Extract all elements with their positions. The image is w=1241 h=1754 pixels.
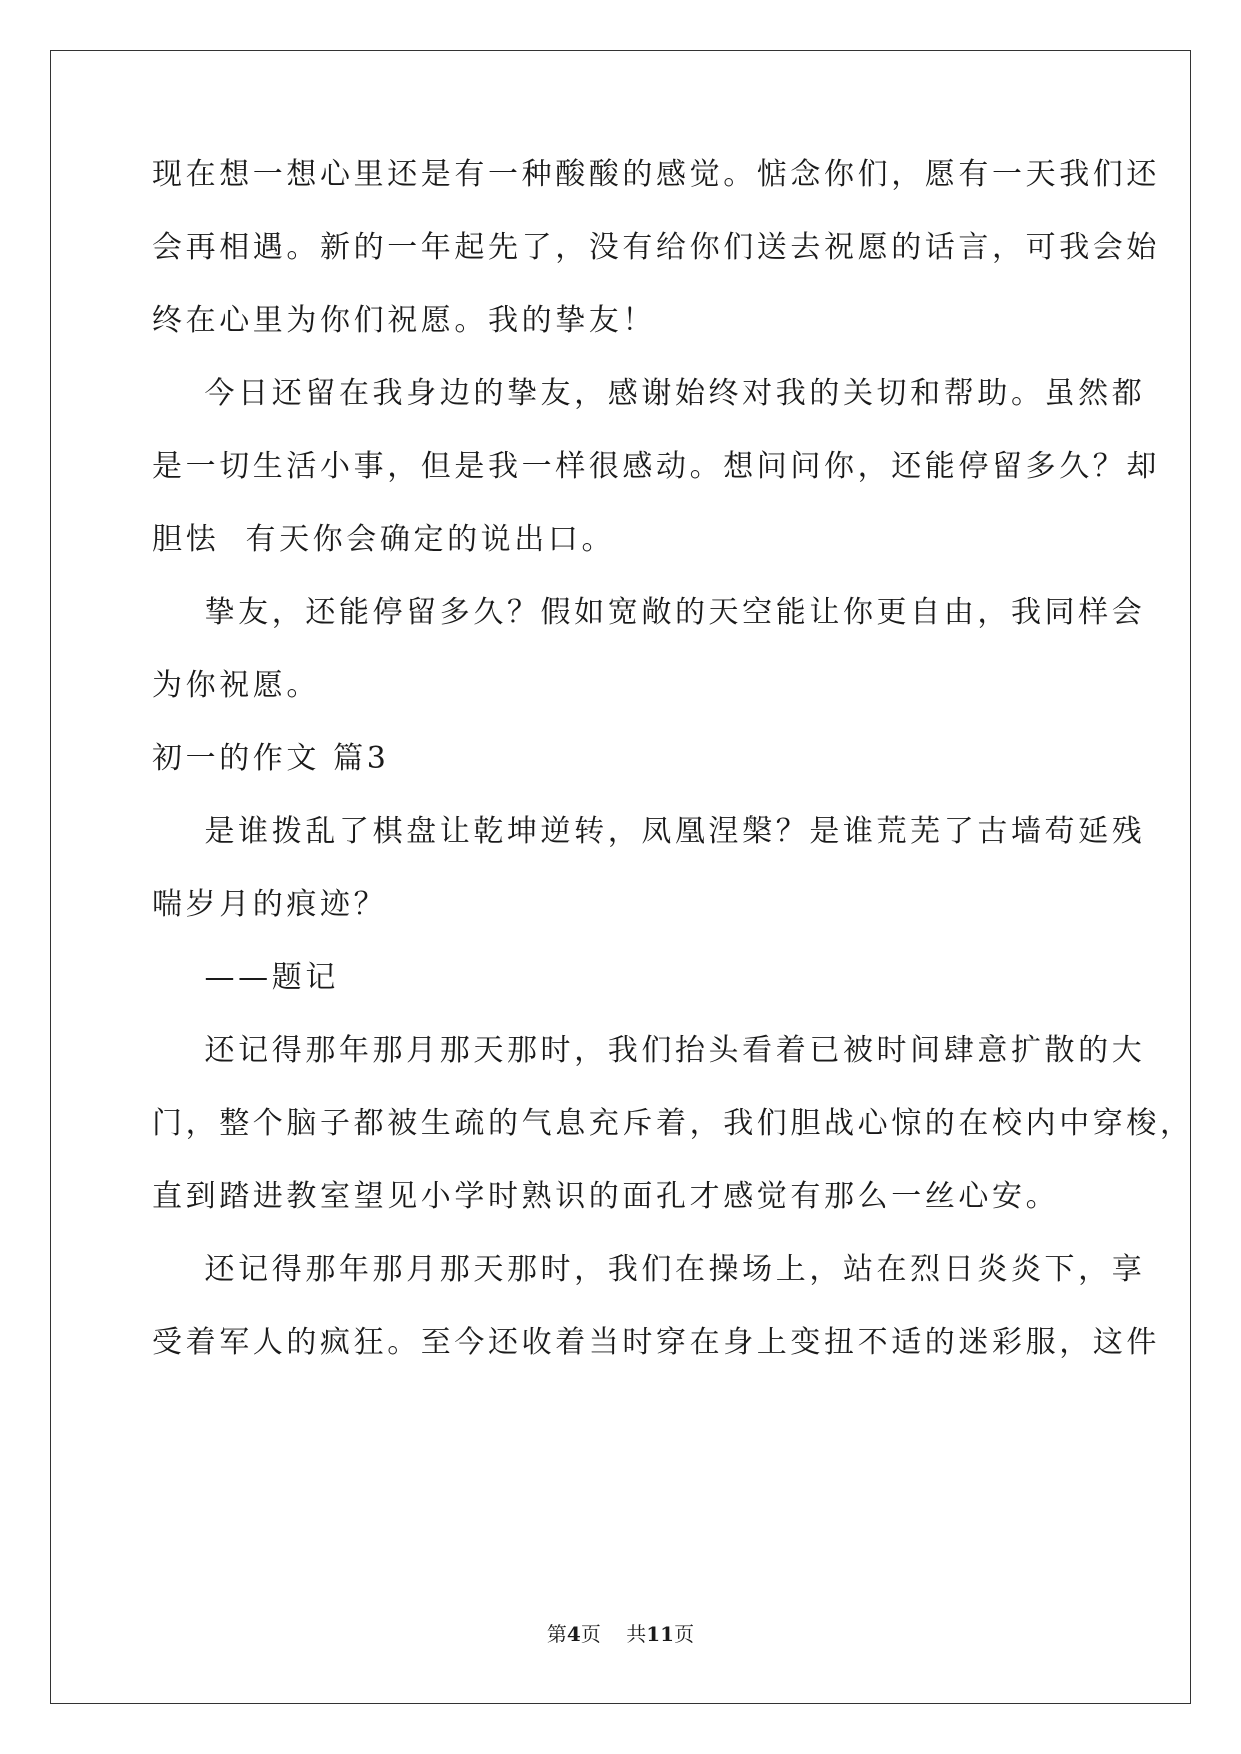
section-heading: 初一的作文 篇3 <box>152 741 390 776</box>
text-line: 挚友，还能停留多久？假如宽敞的天空能让你更自由，我同样会 <box>152 595 1146 630</box>
text-line: 受着军人的疯狂。至今还收着当时穿在身上变扭不适的迷彩服，这件 <box>152 1325 1160 1360</box>
text-line: 直到踏进教室望见小学时熟识的面孔才感觉有那么一丝心安。 <box>152 1179 1060 1214</box>
text-line: 为你祝愿。 <box>152 668 320 703</box>
text-line: 还记得那年那月那天那时，我们抬头看着已被时间肆意扩散的大 <box>152 1033 1146 1068</box>
footer-mid: 页 共 <box>580 1622 647 1646</box>
text-line: 会再相遇。新的一年起先了，没有给你们送去祝愿的话言，可我会始 <box>152 230 1160 265</box>
footer-suffix: 页 <box>674 1622 695 1646</box>
text-line: 胆怯 有天你会确定的说出口。 <box>152 522 616 557</box>
text-line: 现在想一想心里还是有一种酸酸的感觉。惦念你们，愿有一天我们还 <box>152 157 1160 192</box>
page-frame <box>50 50 1191 1704</box>
text-line: 终在心里为你们祝愿。我的挚友！ <box>152 303 656 338</box>
page-footer <box>0 1622 1241 1646</box>
current-page-number: 4 <box>566 1622 581 1646</box>
epigraph-attribution: ——题记 <box>152 960 339 995</box>
text-line: 今日还留在我身边的挚友，感谢始终对我的关切和帮助。虽然都 <box>152 376 1146 411</box>
text-line: 还记得那年那月那天那时，我们在操场上，站在烈日炎炎下，享 <box>152 1252 1146 1287</box>
text-line: 是一切生活小事，但是我一样很感动。想问问你，还能停留多久？却 <box>152 449 1160 484</box>
total-pages-number: 11 <box>646 1622 675 1646</box>
text-line: 门，整个脑子都被生疏的气息充斥着，我们胆战心惊的在校内中穿梭， <box>152 1106 1194 1141</box>
text-line: 是谁拨乱了棋盘让乾坤逆转，凤凰涅槃？是谁荒芜了古墙苟延残 <box>152 814 1146 849</box>
footer-prefix: 第 <box>546 1622 567 1646</box>
text-line: 喘岁月的痕迹？ <box>152 887 388 922</box>
